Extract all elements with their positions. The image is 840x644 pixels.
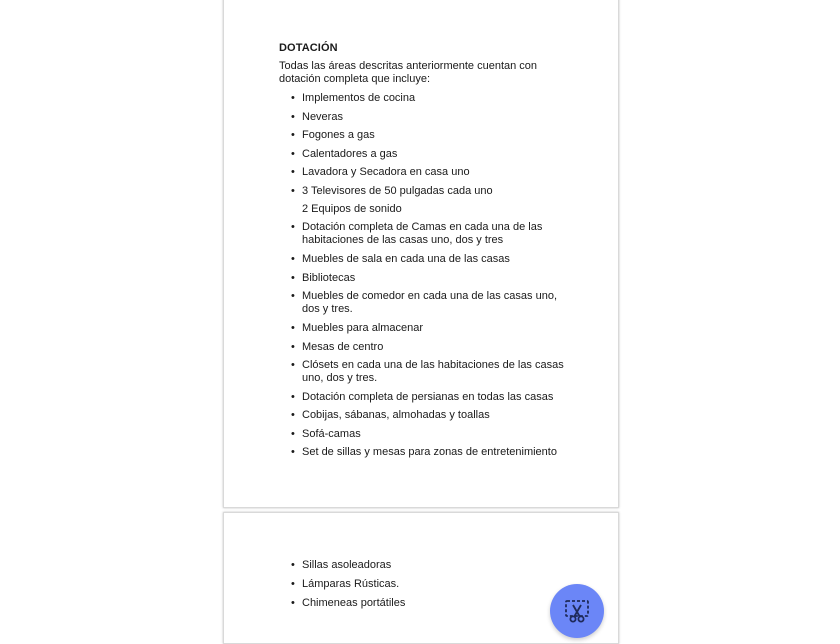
screenshot-scissors-icon [564,598,590,624]
list-item-text: Sillas asoleadoras [302,559,392,571]
list-item [279,290,569,316]
list-item [279,221,569,247]
list-item-text: Sofá-camas [302,428,361,440]
list-item [279,148,569,161]
list-item-text: Cobijas, sábanas, almohadas y toallas [302,409,490,421]
list-item-text: Set de sillas y mesas para zonas de entretenimiento [302,446,557,458]
list-item-text: Muebles de sala en cada una de las casas [302,253,510,265]
list-item [279,185,569,198]
list-item-text: Dotación completa de Camas en cada una de las habitaciones de las casas uno, dos y tres [302,221,543,246]
bullet-icon: • [291,129,295,141]
section-heading: DOTACIÓN [279,42,338,54]
list-item-text: Dotación completa de persianas en todas las casas [302,391,554,403]
bullet-icon: • [291,409,295,421]
bullet-icon: • [291,166,295,178]
bullet-icon: • [291,359,295,371]
list-item-text: Bibliotecas [302,272,356,284]
bullet-icon: • [291,578,295,590]
list-item [279,391,569,404]
list-item [279,203,569,216]
list-item [279,341,569,354]
list-item-text: Chimeneas portátiles [302,597,406,609]
bullet-icon: • [291,111,295,123]
intro-paragraph: Todas las áreas descritas anteriormente cuentan con dotación completa que incluye: [279,60,538,85]
list-item-text: Neveras [302,111,343,123]
list-item-text: Lavadora y Secadora en casa uno [302,166,470,178]
bullet-icon: • [291,428,295,440]
list-item-text: Muebles para almacenar [302,322,424,334]
list-item [279,253,569,266]
list-item [279,322,569,335]
bullet-icon: • [291,148,295,160]
bullet-icon: • [291,290,295,302]
list-item [279,428,569,441]
list-item [279,597,569,610]
list-item [279,409,569,422]
bullet-icon: • [291,597,295,609]
list-item [279,129,569,142]
bullet-icon: • [291,185,295,197]
list-item-text: 2 Equipos de sonido [302,203,402,215]
list-item [279,92,569,105]
list-item-text: Mesas de centro [302,341,384,353]
list-item-text: Clósets en cada una de las habitaciones de las casas uno, dos y tres. [302,359,564,384]
list-item [279,446,569,459]
bullet-icon: • [291,559,295,571]
bullet-icon: • [291,391,295,403]
list-item-text: Fogones a gas [302,129,375,141]
document-page-1 [223,0,619,508]
list-item [279,166,569,179]
bullet-icon: • [291,446,295,458]
bullet-icon: • [291,221,295,233]
list-item [279,578,569,591]
list-item-text: Calentadores a gas [302,148,398,160]
list-item-text: 3 Televisores de 50 pulgadas cada uno [302,185,493,197]
list-item [279,359,569,385]
bullet-icon: • [291,92,295,104]
list-item [279,559,569,572]
list-item-text: Muebles de comedor en cada una de las casas uno, dos y tres. [302,290,557,315]
list-item [279,111,569,124]
list-item [279,272,569,285]
bullet-icon: • [291,322,295,334]
list-item-text: Lámparas Rústicas. [302,578,400,590]
bullet-icon: • [291,341,295,353]
bullet-icon: • [291,253,295,265]
bullet-icon: • [291,272,295,284]
list-item-text: Implementos de cocina [302,92,416,104]
